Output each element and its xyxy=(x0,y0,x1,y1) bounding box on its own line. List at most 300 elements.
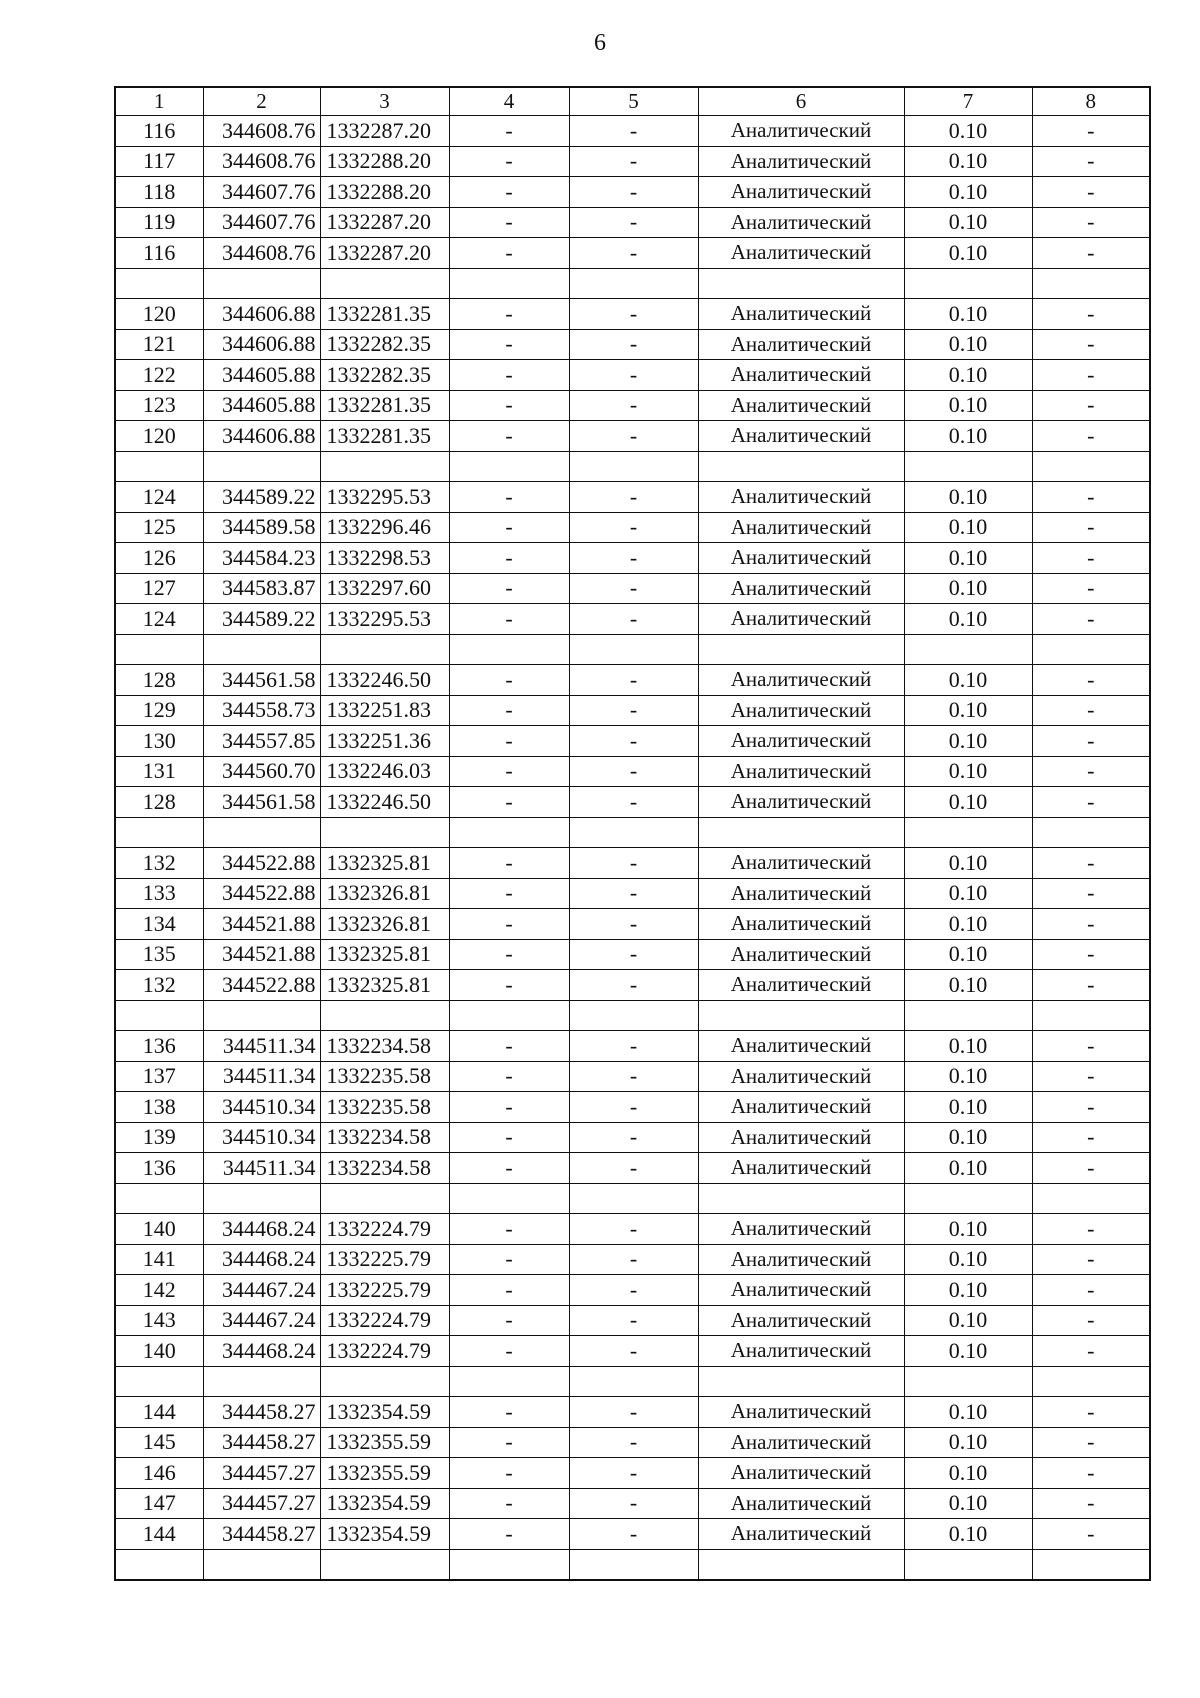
accuracy-cell: 0.10 xyxy=(904,299,1032,330)
table-row xyxy=(115,299,1150,330)
x-coordinate-cell: 344589.22 xyxy=(203,482,320,513)
point-number-cell: 128 xyxy=(115,665,203,696)
empty-separator-row xyxy=(115,1366,1150,1397)
x-coordinate-cell: 344583.87 xyxy=(203,573,320,604)
col-4-value-cell: - xyxy=(449,1153,569,1184)
accuracy-cell: 0.10 xyxy=(904,390,1032,421)
empty-cell xyxy=(449,1000,569,1031)
table-row xyxy=(115,1397,1150,1428)
y-coordinate-cell: 1332225.79 xyxy=(320,1275,449,1306)
method-cell: Аналитический xyxy=(698,665,904,696)
accuracy-cell: 0.10 xyxy=(904,421,1032,452)
point-number-cell: 136 xyxy=(115,1031,203,1062)
method-cell: Аналитический xyxy=(698,1092,904,1123)
column-header-5: 5 xyxy=(569,87,698,116)
accuracy-cell: 0.10 xyxy=(904,1275,1032,1306)
accuracy-cell: 0.10 xyxy=(904,177,1032,208)
x-coordinate-cell: 344522.88 xyxy=(203,970,320,1001)
col-5-value-cell: - xyxy=(569,1244,698,1275)
col-4-value-cell: - xyxy=(449,329,569,360)
table-row xyxy=(115,878,1150,909)
col-8-value-cell: - xyxy=(1032,695,1150,726)
point-number-cell: 138 xyxy=(115,1092,203,1123)
point-number-cell: 128 xyxy=(115,787,203,818)
method-cell: Аналитический xyxy=(698,939,904,970)
col-4-value-cell: - xyxy=(449,878,569,909)
point-number-cell: 119 xyxy=(115,207,203,238)
y-coordinate-cell: 1332287.20 xyxy=(320,116,449,147)
col-8-value-cell: - xyxy=(1032,299,1150,330)
col-4-value-cell: - xyxy=(449,726,569,757)
col-8-value-cell: - xyxy=(1032,116,1150,147)
method-cell: Аналитический xyxy=(698,421,904,452)
point-number-cell: 116 xyxy=(115,116,203,147)
table-row xyxy=(115,1153,1150,1184)
col-4-value-cell: - xyxy=(449,390,569,421)
accuracy-cell: 0.10 xyxy=(904,512,1032,543)
col-8-value-cell: - xyxy=(1032,665,1150,696)
accuracy-cell: 0.10 xyxy=(904,116,1032,147)
method-cell: Аналитический xyxy=(698,1397,904,1428)
empty-cell xyxy=(115,817,203,848)
col-8-value-cell: - xyxy=(1032,1153,1150,1184)
accuracy-cell: 0.10 xyxy=(904,1061,1032,1092)
col-8-value-cell: - xyxy=(1032,970,1150,1001)
col-8-value-cell: - xyxy=(1032,512,1150,543)
col-5-value-cell: - xyxy=(569,146,698,177)
col-5-value-cell: - xyxy=(569,909,698,940)
col-8-value-cell: - xyxy=(1032,573,1150,604)
col-5-value-cell: - xyxy=(569,756,698,787)
empty-cell xyxy=(904,1000,1032,1031)
accuracy-cell: 0.10 xyxy=(904,1092,1032,1123)
table-row xyxy=(115,695,1150,726)
col-4-value-cell: - xyxy=(449,787,569,818)
y-coordinate-cell: 1332251.83 xyxy=(320,695,449,726)
x-coordinate-cell: 344511.34 xyxy=(203,1031,320,1062)
method-cell: Аналитический xyxy=(698,756,904,787)
y-coordinate-cell: 1332325.81 xyxy=(320,848,449,879)
empty-cell xyxy=(904,451,1032,482)
empty-cell xyxy=(203,1000,320,1031)
y-coordinate-cell: 1332287.20 xyxy=(320,207,449,238)
empty-cell xyxy=(115,634,203,665)
accuracy-cell: 0.10 xyxy=(904,939,1032,970)
col-8-value-cell: - xyxy=(1032,878,1150,909)
method-cell: Аналитический xyxy=(698,1427,904,1458)
col-4-value-cell: - xyxy=(449,146,569,177)
x-coordinate-cell: 344608.76 xyxy=(203,238,320,269)
method-cell: Аналитический xyxy=(698,695,904,726)
col-5-value-cell: - xyxy=(569,1488,698,1519)
x-coordinate-cell: 344511.34 xyxy=(203,1153,320,1184)
col-4-value-cell: - xyxy=(449,573,569,604)
accuracy-cell: 0.10 xyxy=(904,1397,1032,1428)
empty-cell xyxy=(569,817,698,848)
table-row xyxy=(115,573,1150,604)
method-cell: Аналитический xyxy=(698,238,904,269)
point-number-cell: 132 xyxy=(115,848,203,879)
accuracy-cell: 0.10 xyxy=(904,909,1032,940)
col-4-value-cell: - xyxy=(449,116,569,147)
point-number-cell: 120 xyxy=(115,421,203,452)
col-8-value-cell: - xyxy=(1032,604,1150,635)
col-4-value-cell: - xyxy=(449,1214,569,1245)
method-cell: Аналитический xyxy=(698,512,904,543)
y-coordinate-cell: 1332288.20 xyxy=(320,177,449,208)
point-number-cell: 140 xyxy=(115,1336,203,1367)
col-8-value-cell: - xyxy=(1032,207,1150,238)
table-row xyxy=(115,726,1150,757)
x-coordinate-cell: 344468.24 xyxy=(203,1244,320,1275)
y-coordinate-cell: 1332295.53 xyxy=(320,482,449,513)
col-8-value-cell: - xyxy=(1032,909,1150,940)
col-4-value-cell: - xyxy=(449,848,569,879)
x-coordinate-cell: 344605.88 xyxy=(203,360,320,391)
col-4-value-cell: - xyxy=(449,939,569,970)
point-number-cell: 120 xyxy=(115,299,203,330)
empty-cell xyxy=(203,817,320,848)
table-row xyxy=(115,756,1150,787)
point-number-cell: 132 xyxy=(115,970,203,1001)
empty-cell xyxy=(320,1366,449,1397)
y-coordinate-cell: 1332235.58 xyxy=(320,1061,449,1092)
accuracy-cell: 0.10 xyxy=(904,360,1032,391)
accuracy-cell: 0.10 xyxy=(904,604,1032,635)
method-cell: Аналитический xyxy=(698,1305,904,1336)
method-cell: Аналитический xyxy=(698,116,904,147)
empty-cell xyxy=(698,451,904,482)
col-4-value-cell: - xyxy=(449,695,569,726)
empty-separator-row xyxy=(115,1549,1150,1580)
x-coordinate-cell: 344557.85 xyxy=(203,726,320,757)
accuracy-cell: 0.10 xyxy=(904,207,1032,238)
table-row xyxy=(115,1092,1150,1123)
point-number-cell: 131 xyxy=(115,756,203,787)
x-coordinate-cell: 344606.88 xyxy=(203,421,320,452)
point-number-cell: 147 xyxy=(115,1488,203,1519)
empty-cell xyxy=(449,817,569,848)
col-8-value-cell: - xyxy=(1032,146,1150,177)
col-4-value-cell: - xyxy=(449,970,569,1001)
col-4-value-cell: - xyxy=(449,1092,569,1123)
accuracy-cell: 0.10 xyxy=(904,1122,1032,1153)
method-cell: Аналитический xyxy=(698,1153,904,1184)
y-coordinate-cell: 1332287.20 xyxy=(320,238,449,269)
col-8-value-cell: - xyxy=(1032,939,1150,970)
accuracy-cell: 0.10 xyxy=(904,1488,1032,1519)
col-8-value-cell: - xyxy=(1032,177,1150,208)
method-cell: Аналитический xyxy=(698,177,904,208)
empty-cell xyxy=(320,1183,449,1214)
col-5-value-cell: - xyxy=(569,939,698,970)
table-row xyxy=(115,482,1150,513)
col-8-value-cell: - xyxy=(1032,360,1150,391)
column-header-3: 3 xyxy=(320,87,449,116)
table-row xyxy=(115,1275,1150,1306)
point-number-cell: 127 xyxy=(115,573,203,604)
table-row xyxy=(115,390,1150,421)
empty-separator-row xyxy=(115,817,1150,848)
col-4-value-cell: - xyxy=(449,1397,569,1428)
col-8-value-cell: - xyxy=(1032,787,1150,818)
accuracy-cell: 0.10 xyxy=(904,1153,1032,1184)
method-cell: Аналитический xyxy=(698,1336,904,1367)
accuracy-cell: 0.10 xyxy=(904,1305,1032,1336)
method-cell: Аналитический xyxy=(698,909,904,940)
empty-cell xyxy=(115,451,203,482)
accuracy-cell: 0.10 xyxy=(904,1458,1032,1489)
col-4-value-cell: - xyxy=(449,1122,569,1153)
table-header-row xyxy=(115,87,1150,116)
col-5-value-cell: - xyxy=(569,238,698,269)
table-row xyxy=(115,848,1150,879)
col-8-value-cell: - xyxy=(1032,329,1150,360)
empty-cell xyxy=(698,1549,904,1580)
col-5-value-cell: - xyxy=(569,177,698,208)
point-number-cell: 129 xyxy=(115,695,203,726)
point-number-cell: 121 xyxy=(115,329,203,360)
point-number-cell: 143 xyxy=(115,1305,203,1336)
col-5-value-cell: - xyxy=(569,482,698,513)
empty-cell xyxy=(115,1366,203,1397)
x-coordinate-cell: 344558.73 xyxy=(203,695,320,726)
method-cell: Аналитический xyxy=(698,1214,904,1245)
x-coordinate-cell: 344468.24 xyxy=(203,1214,320,1245)
empty-cell xyxy=(698,817,904,848)
y-coordinate-cell: 1332282.35 xyxy=(320,360,449,391)
x-coordinate-cell: 344510.34 xyxy=(203,1122,320,1153)
col-5-value-cell: - xyxy=(569,1427,698,1458)
method-cell: Аналитический xyxy=(698,604,904,635)
accuracy-cell: 0.10 xyxy=(904,329,1032,360)
column-header-6: 6 xyxy=(698,87,904,116)
empty-cell xyxy=(449,268,569,299)
col-8-value-cell: - xyxy=(1032,1214,1150,1245)
accuracy-cell: 0.10 xyxy=(904,756,1032,787)
point-number-cell: 124 xyxy=(115,482,203,513)
col-4-value-cell: - xyxy=(449,1031,569,1062)
empty-cell xyxy=(698,1183,904,1214)
empty-cell xyxy=(320,1549,449,1580)
empty-cell xyxy=(904,817,1032,848)
col-8-value-cell: - xyxy=(1032,543,1150,574)
x-coordinate-cell: 344522.88 xyxy=(203,878,320,909)
empty-cell xyxy=(203,634,320,665)
y-coordinate-cell: 1332251.36 xyxy=(320,726,449,757)
column-header-8: 8 xyxy=(1032,87,1150,116)
accuracy-cell: 0.10 xyxy=(904,878,1032,909)
y-coordinate-cell: 1332326.81 xyxy=(320,878,449,909)
accuracy-cell: 0.10 xyxy=(904,1427,1032,1458)
empty-cell xyxy=(449,634,569,665)
x-coordinate-cell: 344608.76 xyxy=(203,146,320,177)
y-coordinate-cell: 1332234.58 xyxy=(320,1153,449,1184)
table-row xyxy=(115,238,1150,269)
x-coordinate-cell: 344467.24 xyxy=(203,1275,320,1306)
empty-cell xyxy=(320,817,449,848)
col-5-value-cell: - xyxy=(569,970,698,1001)
accuracy-cell: 0.10 xyxy=(904,665,1032,696)
x-coordinate-cell: 344589.58 xyxy=(203,512,320,543)
method-cell: Аналитический xyxy=(698,543,904,574)
col-5-value-cell: - xyxy=(569,390,698,421)
point-number-cell: 146 xyxy=(115,1458,203,1489)
accuracy-cell: 0.10 xyxy=(904,543,1032,574)
x-coordinate-cell: 344560.70 xyxy=(203,756,320,787)
y-coordinate-cell: 1332235.58 xyxy=(320,1092,449,1123)
col-8-value-cell: - xyxy=(1032,1427,1150,1458)
col-5-value-cell: - xyxy=(569,1275,698,1306)
column-header-2: 2 xyxy=(203,87,320,116)
table-row xyxy=(115,360,1150,391)
col-8-value-cell: - xyxy=(1032,1458,1150,1489)
empty-cell xyxy=(203,1549,320,1580)
col-4-value-cell: - xyxy=(449,1244,569,1275)
table-row xyxy=(115,512,1150,543)
empty-cell xyxy=(569,451,698,482)
method-cell: Аналитический xyxy=(698,390,904,421)
empty-cell xyxy=(904,1183,1032,1214)
table-row xyxy=(115,1061,1150,1092)
table-row xyxy=(115,1214,1150,1245)
accuracy-cell: 0.10 xyxy=(904,1031,1032,1062)
method-cell: Аналитический xyxy=(698,1122,904,1153)
empty-cell xyxy=(115,1000,203,1031)
empty-separator-row xyxy=(115,1183,1150,1214)
empty-separator-row xyxy=(115,268,1150,299)
empty-cell xyxy=(569,634,698,665)
point-number-cell: 144 xyxy=(115,1519,203,1550)
col-5-value-cell: - xyxy=(569,695,698,726)
x-coordinate-cell: 344606.88 xyxy=(203,299,320,330)
method-cell: Аналитический xyxy=(698,573,904,604)
col-4-value-cell: - xyxy=(449,512,569,543)
col-4-value-cell: - xyxy=(449,756,569,787)
accuracy-cell: 0.10 xyxy=(904,1244,1032,1275)
table-row xyxy=(115,1519,1150,1550)
col-8-value-cell: - xyxy=(1032,726,1150,757)
y-coordinate-cell: 1332281.35 xyxy=(320,421,449,452)
x-coordinate-cell: 344458.27 xyxy=(203,1427,320,1458)
col-8-value-cell: - xyxy=(1032,1061,1150,1092)
col-4-value-cell: - xyxy=(449,299,569,330)
col-4-value-cell: - xyxy=(449,1427,569,1458)
accuracy-cell: 0.10 xyxy=(904,695,1032,726)
y-coordinate-cell: 1332288.20 xyxy=(320,146,449,177)
col-4-value-cell: - xyxy=(449,1458,569,1489)
accuracy-cell: 0.10 xyxy=(904,146,1032,177)
col-8-value-cell: - xyxy=(1032,421,1150,452)
y-coordinate-cell: 1332354.59 xyxy=(320,1488,449,1519)
col-4-value-cell: - xyxy=(449,1488,569,1519)
table-row xyxy=(115,1488,1150,1519)
y-coordinate-cell: 1332224.79 xyxy=(320,1305,449,1336)
col-5-value-cell: - xyxy=(569,360,698,391)
table-row xyxy=(115,116,1150,147)
col-4-value-cell: - xyxy=(449,1275,569,1306)
method-cell: Аналитический xyxy=(698,1458,904,1489)
empty-separator-row xyxy=(115,451,1150,482)
method-cell: Аналитический xyxy=(698,878,904,909)
y-coordinate-cell: 1332298.53 xyxy=(320,543,449,574)
point-number-cell: 123 xyxy=(115,390,203,421)
col-8-value-cell: - xyxy=(1032,1244,1150,1275)
col-5-value-cell: - xyxy=(569,573,698,604)
table-row xyxy=(115,1031,1150,1062)
col-5-value-cell: - xyxy=(569,1092,698,1123)
method-cell: Аналитический xyxy=(698,207,904,238)
empty-cell xyxy=(569,1549,698,1580)
point-number-cell: 142 xyxy=(115,1275,203,1306)
x-coordinate-cell: 344467.24 xyxy=(203,1305,320,1336)
col-4-value-cell: - xyxy=(449,1336,569,1367)
point-number-cell: 124 xyxy=(115,604,203,635)
method-cell: Аналитический xyxy=(698,1275,904,1306)
y-coordinate-cell: 1332282.35 xyxy=(320,329,449,360)
empty-cell xyxy=(1032,1549,1150,1580)
accuracy-cell: 0.10 xyxy=(904,787,1032,818)
col-5-value-cell: - xyxy=(569,787,698,818)
table-row xyxy=(115,543,1150,574)
y-coordinate-cell: 1332224.79 xyxy=(320,1214,449,1245)
x-coordinate-cell: 344605.88 xyxy=(203,390,320,421)
empty-cell xyxy=(320,268,449,299)
point-number-cell: 135 xyxy=(115,939,203,970)
point-number-cell: 126 xyxy=(115,543,203,574)
y-coordinate-cell: 1332354.59 xyxy=(320,1397,449,1428)
y-coordinate-cell: 1332326.81 xyxy=(320,909,449,940)
method-cell: Аналитический xyxy=(698,1244,904,1275)
col-5-value-cell: - xyxy=(569,1031,698,1062)
col-5-value-cell: - xyxy=(569,1153,698,1184)
col-8-value-cell: - xyxy=(1032,1519,1150,1550)
empty-cell xyxy=(698,634,904,665)
col-4-value-cell: - xyxy=(449,482,569,513)
table-row xyxy=(115,604,1150,635)
table-row xyxy=(115,329,1150,360)
accuracy-cell: 0.10 xyxy=(904,1336,1032,1367)
method-cell: Аналитический xyxy=(698,848,904,879)
col-5-value-cell: - xyxy=(569,878,698,909)
table-row xyxy=(115,1458,1150,1489)
x-coordinate-cell: 344584.23 xyxy=(203,543,320,574)
point-number-cell: 130 xyxy=(115,726,203,757)
col-5-value-cell: - xyxy=(569,1122,698,1153)
col-4-value-cell: - xyxy=(449,1519,569,1550)
method-cell: Аналитический xyxy=(698,726,904,757)
table-row xyxy=(115,939,1150,970)
empty-cell xyxy=(320,634,449,665)
empty-cell xyxy=(203,451,320,482)
point-number-cell: 122 xyxy=(115,360,203,391)
table-row xyxy=(115,146,1150,177)
empty-cell xyxy=(203,1183,320,1214)
point-number-cell: 144 xyxy=(115,1397,203,1428)
col-4-value-cell: - xyxy=(449,604,569,635)
col-4-value-cell: - xyxy=(449,1061,569,1092)
table-row xyxy=(115,177,1150,208)
col-5-value-cell: - xyxy=(569,1336,698,1367)
empty-cell xyxy=(449,1183,569,1214)
y-coordinate-cell: 1332296.46 xyxy=(320,512,449,543)
empty-cell xyxy=(904,634,1032,665)
col-5-value-cell: - xyxy=(569,512,698,543)
point-number-cell: 134 xyxy=(115,909,203,940)
x-coordinate-cell: 344561.58 xyxy=(203,787,320,818)
empty-cell xyxy=(904,1549,1032,1580)
x-coordinate-cell: 344458.27 xyxy=(203,1519,320,1550)
